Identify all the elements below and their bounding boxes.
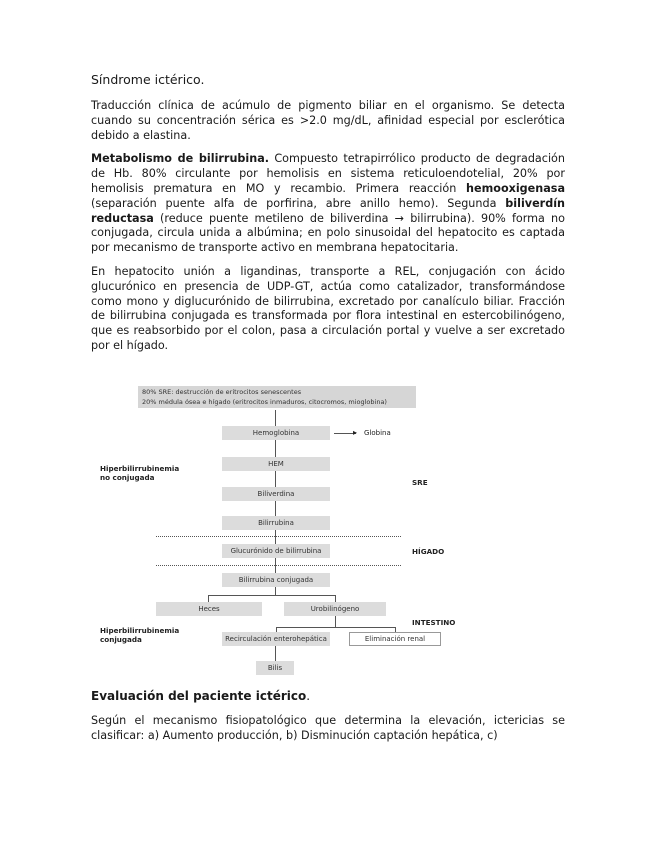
metabolism-text-2: (separación puente alfa de porfirina, abre anillo hemo). Segunda: [91, 196, 506, 210]
evaluation-heading: [91, 689, 310, 703]
origin-box: [138, 386, 416, 408]
bilirubin-metabolism-diagram: [98, 382, 468, 682]
connector: [275, 646, 276, 661]
document-body: [91, 72, 565, 363]
evaluation-heading-text: Evaluación del paciente ictérico: [91, 689, 307, 703]
unconjugated-label: [100, 464, 179, 482]
higado-label: HÍGADO: [412, 547, 445, 556]
hem-box: HEM: [222, 457, 330, 471]
origin-line-2: 20% médula ósea e hígado (eritrocitos inmaduros, citocromos, mioglobina): [142, 398, 387, 406]
hemooxigenasa-term: hemooxigenasa: [466, 181, 565, 195]
unconjugated-label-line-1: Hiperbilirrubinemia: [100, 464, 180, 473]
connector: [275, 440, 276, 457]
connector: [275, 501, 276, 516]
intro-paragraph: Traducción clínica de acúmulo de pigmento biliar en el organismo. Se detecta cuando su concentración sérica es >2.0 mg/dL, afinidad especial por esclerótica debido a elastina.: [91, 99, 565, 142]
metabolism-text-1: Compuesto tetrapirrólico producto de degradación de Hb. 80% circulante por hemolisis en sistema reticuloendotelial, 20% por hemolisis prematura en MO y recambio. Primera reacción: [91, 152, 565, 195]
arrow-head: ▸: [353, 428, 358, 437]
metabolism-paragraph: [91, 152, 565, 256]
branch-line: [208, 595, 336, 596]
heces-box: Heces: [156, 602, 262, 616]
connector: [335, 595, 336, 602]
page-title: Síndrome ictérico.: [91, 72, 205, 87]
urobilinogeno-box: Urobilinógeno: [284, 602, 386, 616]
bilirrubina-box: Bilirrubina: [222, 516, 330, 530]
evaluation-heading-dot: .: [306, 689, 311, 703]
connector: [275, 558, 276, 573]
biliverdin-reductasa-term: biliverdín reductasa: [91, 196, 565, 225]
conjugada-box: Bilirrubina conjugada: [222, 573, 330, 587]
connector: [275, 471, 276, 487]
connector: [208, 595, 209, 602]
hemoglobina-box: Hemoglobina: [222, 426, 330, 440]
recirculacion-box: Recirculación enterohepática: [222, 632, 330, 646]
dotted-divider: [156, 565, 401, 566]
metabolism-heading: Metabolismo de bilirrubina.: [91, 152, 270, 166]
connector: [335, 616, 336, 627]
metabolism-text-3: (reduce puente metileno de biliverdina → bilirrubina). 90% forma no conjugada, circula unida a albúmina; en polo sinusoidal del hepatocito es captada por mecanismo de transporte activo en membrana hepatocitaria.: [91, 211, 565, 255]
unconjugated-label-line-2: no conjugada: [100, 473, 155, 482]
sre-label: SRE: [412, 478, 428, 487]
intestino-label: INTESTINO: [412, 618, 456, 627]
conjugated-label-line-1: Hiperbilirrubinemia: [100, 626, 180, 635]
bilis-box: Bilis: [256, 661, 294, 675]
conjugated-label: [100, 626, 179, 644]
glucuronido-box: Glucurónido de bilirrubina: [222, 544, 330, 558]
eliminacion-box: Eliminación renal: [349, 632, 441, 646]
origin-line-1: 80% SRE: destrucción de eritrocitos senescentes: [142, 388, 302, 396]
connector: [275, 530, 276, 544]
evaluation-paragraph: Según el mecanismo fisiopatológico que determina la elevación, ictericias se clasificar: a) Aumento producción, b) Disminución captación hepática, c): [91, 714, 565, 742]
branch-line: [276, 627, 396, 628]
connector: [275, 587, 276, 595]
globina-label: Globina: [364, 429, 391, 437]
dotted-divider: [156, 536, 401, 537]
conjugated-label-line-2: conjugada: [100, 635, 142, 644]
connector: [275, 410, 276, 426]
biliverdina-box: Biliverdina: [222, 487, 330, 501]
hepatocyte-paragraph: En hepatocito unión a ligandinas, transporte a REL, conjugación con ácido glucurónico en presencia de UDP-GT, actúa como catalizador, transformándose como mono y diglucurónido de bilirrubina, excretado por canalículo biliar. Fracción de bilirrubina conjugada es transformada por flora intestinal en estercobilinógeno, que es reabsorbido por el colon, pasa a circulación portal y vuelve a ser excretado por el hígado.: [91, 264, 565, 352]
